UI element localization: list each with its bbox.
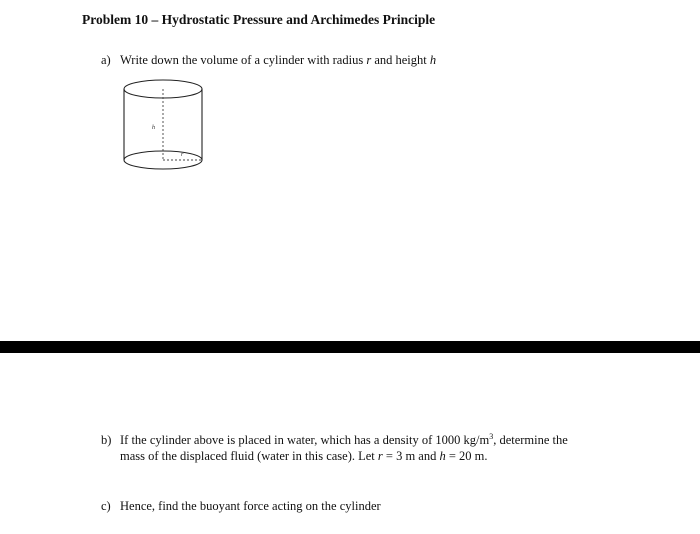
question-b-line-1: If the cylinder above is placed in water, which has a density of 1000 $kg/m^3$, determine the — [120, 431, 568, 447]
problem-title: Problem 10 – Hydrostatic Pressure and Archimedes Principle — [82, 12, 436, 27]
variable-r: r — [366, 53, 372, 67]
question-b-line-2: mass of the displaced fluid (water in this case). Let r = 3 m and h = 20 m. — [120, 449, 488, 463]
question-c-label: c) — [101, 499, 111, 513]
page-divider — [0, 341, 700, 353]
question-a-text: Write down the volume of a cylinder with radius r and height h — [120, 53, 437, 67]
variable-r: r — [377, 449, 383, 463]
question-a — [101, 52, 621, 72]
question-a-label: a) — [101, 53, 111, 67]
question-b-label: b) — [101, 433, 112, 447]
question-c-text: Hence, find the buoyant force acting on the cylinder — [120, 499, 381, 513]
question-c — [101, 498, 621, 518]
question-b — [101, 432, 661, 468]
cylinder-figure — [118, 78, 212, 178]
variable-h: h — [429, 53, 437, 67]
height-label: h — [152, 125, 155, 131]
variable-h: h — [439, 449, 446, 463]
radius-label: r — [181, 152, 184, 158]
